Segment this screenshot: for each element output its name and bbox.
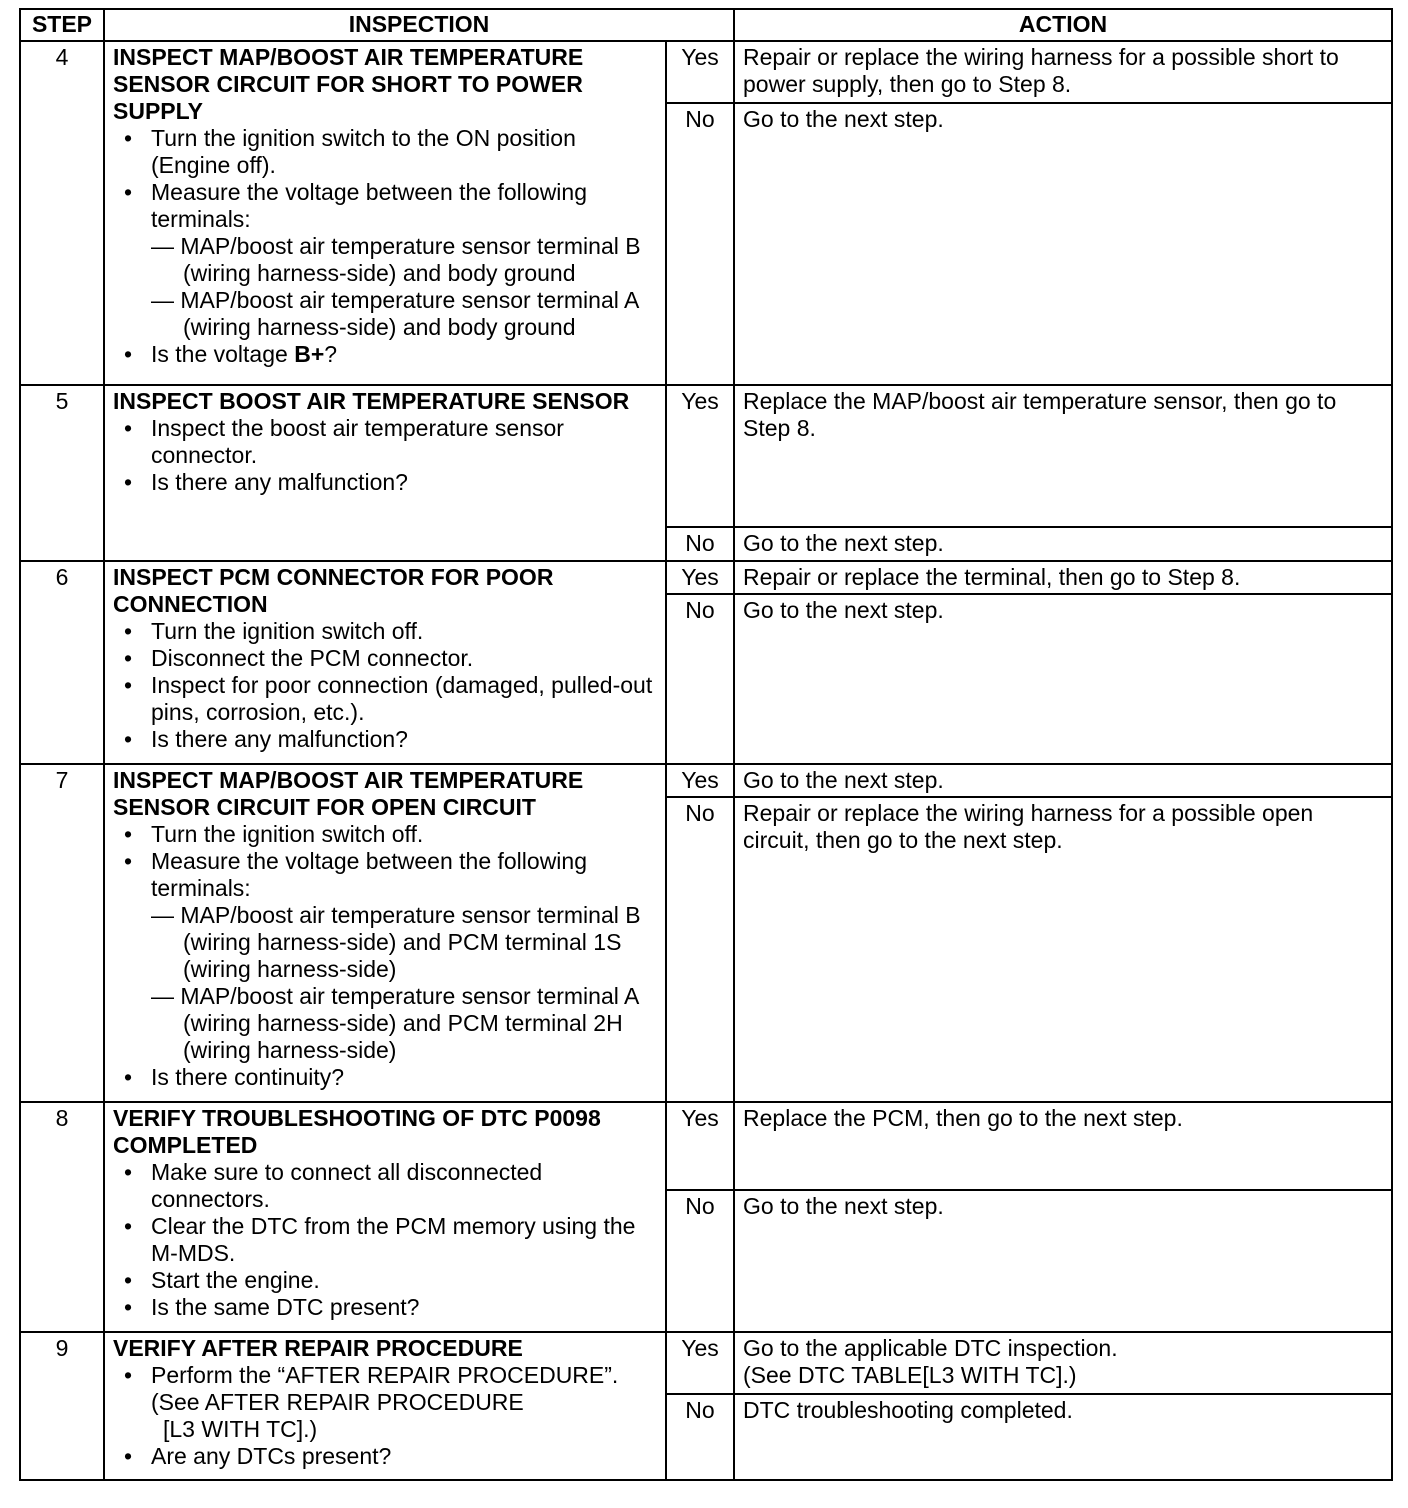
- inspection-cell: [104, 1332, 666, 1480]
- yes-label: Yes: [666, 1102, 734, 1190]
- inspection-subitem: — MAP/boost air temperature sensor terminal B (wiring harness-side) and PCM terminal 1S (wiring harness-side): [151, 902, 641, 982]
- inspection-bullet: • Is the same DTC present?: [113, 1294, 659, 1321]
- inspection-question: • Are any DTCs present?: [113, 1443, 659, 1470]
- inspection-question: [113, 341, 659, 368]
- inspection-bullet: • Make sure to connect all disconnected connectors.: [113, 1159, 659, 1213]
- inspection-reference: (See AFTER REPAIR PROCEDURE: [151, 1389, 524, 1415]
- no-action: Go to the next step.: [734, 527, 1392, 561]
- inspection-bullet: • Is there any malfunction?: [113, 726, 659, 753]
- no-label: No: [666, 594, 734, 764]
- header-inspection: INSPECTION: [104, 9, 734, 41]
- inspection-cell: [104, 1102, 666, 1332]
- step-row-6-yes: [20, 561, 1392, 594]
- question-text: Is the voltage: [151, 341, 295, 367]
- inspection-title: INSPECT MAP/BOOST AIR TEMPERATURE SENSOR CIRCUIT FOR SHORT TO POWER SUPPLY: [113, 44, 584, 124]
- step-row-7-yes: [20, 764, 1392, 797]
- inspection-cell: [104, 561, 666, 764]
- no-label: No: [666, 527, 734, 561]
- inspection-bullet: • Perform the “AFTER REPAIR PROCEDURE”.: [113, 1362, 659, 1389]
- no-action: Repair or replace the wiring harness for a possible open circuit, then go to the next step.: [734, 797, 1392, 1102]
- inspection-bullet: • Turn the ignition switch off.: [113, 618, 659, 645]
- yes-action-line: Go to the applicable DTC inspection.: [743, 1335, 1118, 1361]
- no-label: No: [666, 103, 734, 385]
- yes-action: Repair or replace the wiring harness for a possible short to power supply, then go to Step 8.: [734, 41, 1392, 103]
- yes-action: Replace the PCM, then go to the next step.: [734, 1102, 1392, 1190]
- step-row-8-yes: [20, 1102, 1392, 1190]
- inspection-cell: [104, 385, 666, 561]
- step-number: 7: [20, 764, 104, 1102]
- inspection-bullet: • Measure the voltage between the following terminals:: [113, 179, 659, 233]
- header-step: STEP: [20, 9, 104, 41]
- inspection-reference: [L3 WITH TC].): [163, 1416, 318, 1442]
- inspection-bullet: • Inspect the boost air temperature sensor connector.: [113, 415, 659, 469]
- inspection-bullet: • Turn the ignition switch off.: [113, 821, 659, 848]
- inspection-question: • Is there continuity?: [113, 1064, 659, 1091]
- inspection-bullet: • Disconnect the PCM connector.: [113, 645, 659, 672]
- inspection-subitem: — MAP/boost air temperature sensor terminal A (wiring harness-side) and body ground: [151, 287, 639, 340]
- step-row-4-yes: [20, 41, 1392, 103]
- inspection-title: VERIFY AFTER REPAIR PROCEDURE: [113, 1335, 523, 1361]
- inspection-title: INSPECT BOOST AIR TEMPERATURE SENSOR: [113, 388, 630, 414]
- inspection-bullet: • Turn the ignition switch to the ON position (Engine off).: [113, 125, 659, 179]
- yes-action: [734, 1332, 1392, 1394]
- yes-action-reference: (See DTC TABLE[L3 WITH TC].): [743, 1362, 1077, 1388]
- step-number: 5: [20, 385, 104, 561]
- header-row: [20, 9, 1392, 41]
- step-number: 6: [20, 561, 104, 764]
- step-number: 8: [20, 1102, 104, 1332]
- no-label: No: [666, 1394, 734, 1480]
- troubleshooting-table: [19, 8, 1393, 1481]
- no-action: Go to the next step.: [734, 594, 1392, 764]
- no-action: DTC troubleshooting completed.: [734, 1394, 1392, 1480]
- inspection-title: INSPECT MAP/BOOST AIR TEMPERATURE SENSOR CIRCUIT FOR OPEN CIRCUIT: [113, 767, 584, 820]
- step-number: 4: [20, 41, 104, 385]
- inspection-cell: [104, 41, 666, 385]
- step-number: 9: [20, 1332, 104, 1480]
- inspection-bullet: • Measure the voltage between the following terminals:: [113, 848, 659, 902]
- yes-label: Yes: [666, 385, 734, 527]
- yes-label: Yes: [666, 561, 734, 594]
- inspection-title: VERIFY TROUBLESHOOTING OF DTC P0098 COMPLETED: [113, 1105, 601, 1158]
- inspection-title: INSPECT PCM CONNECTOR FOR POOR CONNECTION: [113, 564, 554, 617]
- question-value: B+: [294, 341, 325, 367]
- yes-action: Replace the MAP/boost air temperature sensor, then go to Step 8.: [734, 385, 1392, 527]
- yes-label: Yes: [666, 1332, 734, 1394]
- inspection-subitem: — MAP/boost air temperature sensor terminal B (wiring harness-side) and body ground: [151, 233, 641, 286]
- no-action: Go to the next step.: [734, 1190, 1392, 1332]
- no-label: No: [666, 1190, 734, 1332]
- step-row-9-yes: [20, 1332, 1392, 1394]
- inspection-cell: [104, 764, 666, 1102]
- yes-action: Go to the next step.: [734, 764, 1392, 797]
- inspection-bullet: • Clear the DTC from the PCM memory using the M-MDS.: [113, 1213, 659, 1267]
- inspection-bullet: • Start the engine.: [113, 1267, 659, 1294]
- yes-label: Yes: [666, 764, 734, 797]
- inspection-bullet: • Inspect for poor connection (damaged, pulled-out pins, corrosion, etc.).: [113, 672, 659, 726]
- yes-action: Repair or replace the terminal, then go to Step 8.: [734, 561, 1392, 594]
- step-row-5-yes: [20, 385, 1392, 527]
- yes-label: Yes: [666, 41, 734, 103]
- question-mark: ?: [324, 341, 338, 367]
- inspection-bullet: • Is there any malfunction?: [113, 469, 659, 496]
- inspection-subitem: — MAP/boost air temperature sensor terminal A (wiring harness-side) and PCM terminal 2H (wiring harness-side): [151, 983, 639, 1063]
- no-label: No: [666, 797, 734, 1102]
- header-action: ACTION: [734, 9, 1392, 41]
- no-action: Go to the next step.: [734, 103, 1392, 385]
